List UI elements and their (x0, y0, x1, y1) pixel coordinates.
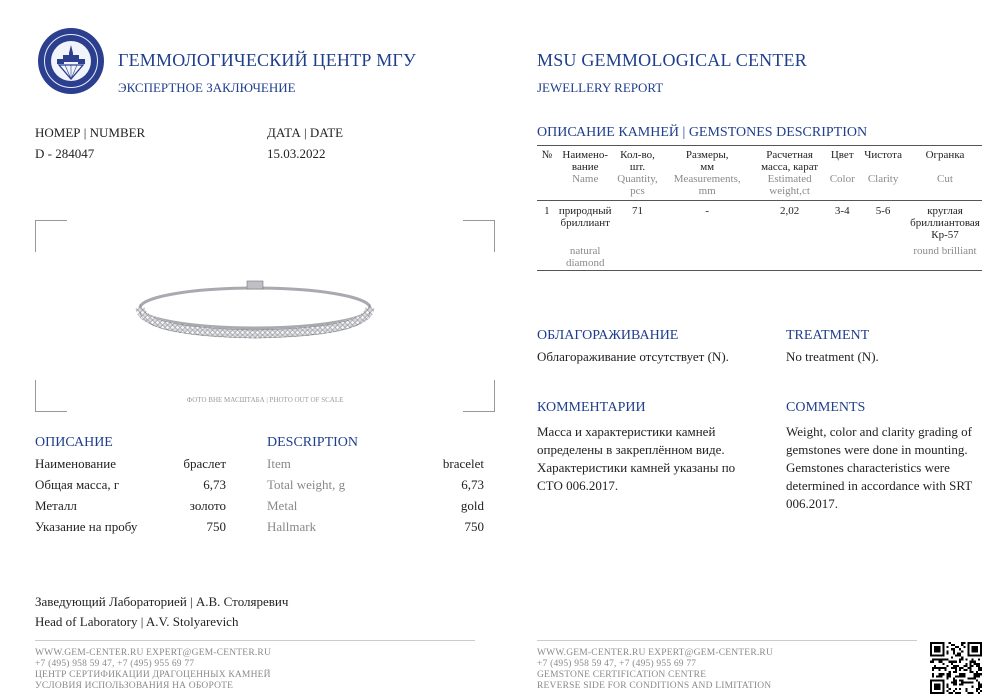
treatment-text-ru: Облагораживание отсутствует (N). (537, 349, 729, 364)
gem-cell: 71 (632, 205, 644, 217)
number-label: НОМЕР | NUMBER (35, 125, 146, 140)
gem-cell: Наимено- вание (562, 149, 608, 173)
title-ru: ГЕММОЛОГИЧЕСКИЙ ЦЕНТР МГУ (118, 50, 416, 70)
gem-cell: Measurements, mm (673, 173, 741, 197)
description-ru-list (35, 456, 226, 540)
gem-cell (753, 241, 826, 269)
comments-text-en: Weight, color and clarity grading of gemstones were done in mounting. Gemstones characteristics were determined in accordance with SRT 006.2017. (786, 424, 972, 511)
desc-en-row: Item bracelet (267, 456, 484, 471)
gem-cell: Цвет (830, 149, 854, 161)
gem-cell (858, 241, 908, 269)
gem-cell: Color (829, 173, 855, 185)
footer-rule-left (35, 640, 475, 641)
desc-en-row: Hallmark 750 (267, 519, 484, 534)
gem-cell: Cut (937, 173, 953, 185)
gemstones-table-wrap (537, 149, 982, 269)
gem-row-ru (537, 201, 982, 241)
gem-cell: Quantity, pcs (617, 173, 658, 197)
bracelet-image (135, 270, 375, 360)
gem-cell: 3-4 (834, 205, 850, 217)
gem-cell: Огранка (925, 149, 965, 161)
photo-caption: ФОТО ВНЕ МАСШТАБА | PHOTO OUT OF SCALE (186, 396, 344, 404)
gem-header-en (537, 173, 982, 197)
msu-gem-center-logo (38, 28, 104, 94)
gem-cell (537, 241, 557, 269)
qr-code-icon (930, 642, 982, 694)
desc-ru-row: Наименование браслет (35, 456, 226, 471)
gem-cell: природный бриллиант (558, 205, 612, 229)
gem-cell (661, 241, 752, 269)
number-value: D - 284047 (35, 146, 95, 161)
footer-rule-right (537, 640, 917, 641)
date-value: 15.03.2022 (267, 146, 326, 161)
gem-cell: Чистота (864, 149, 902, 161)
description-en-list (267, 456, 484, 540)
gem-cell: Estimated weight,ct (767, 173, 812, 197)
desc-ru-row: Указание на пробу 750 (35, 519, 226, 534)
gem-cell: 2,02 (779, 205, 800, 217)
subtitle-ru: ЭКСПЕРТНОЕ ЗАКЛЮЧЕНИЕ (118, 80, 296, 95)
photo-frame (35, 220, 495, 412)
gem-cell: Размеры, мм (685, 149, 729, 173)
gem-cell: Clarity (867, 173, 899, 185)
comments-text-ru: Масса и характеристики камней определены в закреплённом виде. Характеристики камней указаны по СТО 006.2017. (537, 424, 736, 493)
desc-en-row: Total weight, g 6,73 (267, 477, 484, 492)
gemstones-table (537, 149, 982, 269)
description-ru-heading: ОПИСАНИЕ (35, 435, 113, 450)
gem-cell: Name (572, 173, 599, 185)
gem-cell: 5-6 (875, 205, 891, 217)
gem-cell: - (705, 205, 710, 217)
gem-cell: № (541, 149, 553, 161)
gem-cell: 1 (544, 205, 550, 217)
gem-cell: natural diamond (565, 245, 605, 269)
title-en: MSU GEMMOLOGICAL CENTER (537, 50, 807, 70)
gem-cell (537, 173, 557, 197)
description-en-heading: DESCRIPTION (267, 435, 359, 450)
signature-en: Head of Laboratory | A.V. Stolyarevich (35, 614, 239, 629)
treatment-heading-en: TREATMENT (786, 328, 870, 343)
desc-ru-row: Металл золото (35, 498, 226, 513)
subtitle-en: JEWELLERY REPORT (537, 80, 664, 95)
gem-header-ru (537, 149, 982, 173)
comments-heading-ru: КОММЕНТАРИИ (537, 400, 646, 415)
gem-cell (826, 241, 858, 269)
gem-row-en (537, 241, 982, 269)
treatment-text-en: No treatment (N). (786, 349, 879, 364)
gem-cell: round brilliant (913, 245, 977, 257)
footer-right: WWW.GEM-CENTER.RU EXPERT@GEM-CENTER.RU +7 (495) 958 59 47, +7 (495) 955 69 77 GEMSTONE CERTIFICATION CENTRE REVERSE SIDE FOR CONDITIONS AND LIMITATION (537, 648, 774, 691)
gem-cell: Кол-во, шт. (620, 149, 655, 173)
gemstones-top-rule (537, 145, 982, 146)
comments-heading-en: COMMENTS (786, 400, 866, 415)
gemstones-heading: ОПИСАНИЕ КАМНЕЙ | GEMSTONES DESCRIPTION (537, 125, 868, 140)
treatment-heading-ru: ОБЛАГОРАЖИВАНИЕ (537, 328, 679, 343)
desc-ru-row: Общая масса, г 6,73 (35, 477, 226, 492)
gem-cell: Расчетная масса, карат (761, 149, 819, 173)
signature-ru: Заведующий Лабораторией | А.В. Столяревич (35, 594, 289, 609)
date-label: ДАТА | DATE (267, 125, 344, 140)
gem-cell (614, 241, 662, 269)
gemstones-bottom-rule (537, 270, 982, 271)
gem-cell: круглая бриллиантовая Кр-57 (910, 205, 980, 241)
desc-en-row: Metal gold (267, 498, 484, 513)
footer-left: WWW.GEM-CENTER.RU EXPERT@GEM-CENTER.RU +7 (495) 958 59 47, +7 (495) 955 69 77 ЦЕНТР СЕРТИФИКАЦИИ ДРАГОЦЕННЫХ КАМНЕЙ УСЛОВИЯ ИСПОЛЬЗОВАНИЯ НА ОБОРОТЕ (35, 648, 272, 691)
